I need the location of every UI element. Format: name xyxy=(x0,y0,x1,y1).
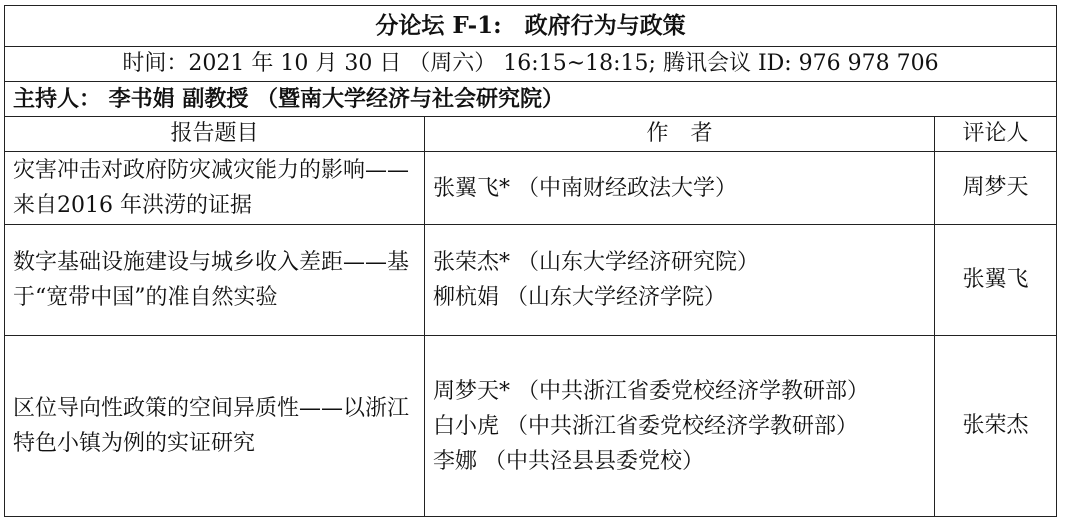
topic-cell: 灾害冲击对政府防灾减灾能力的影响——来自2016 年洪涝的证据 xyxy=(5,152,425,225)
host-line: 主持人： 李书娟 副教授 （暨南大学经济与社会研究院） xyxy=(5,82,1057,117)
author-entry: 张荣杰* （山东大学经济研究院） xyxy=(433,250,759,275)
author-entry: 白小虎 （中共浙江省委党校经济学教研部） xyxy=(433,413,858,439)
topic-cell: 区位导向性政策的空间异质性——以浙江特色小镇为例的实证研究 xyxy=(5,336,425,517)
session-info: 时间：2021 年 10 月 30 日 （周六） 16:15~18:15; 腾讯会议 ID: 976 978 706 xyxy=(5,47,1057,82)
forum-title: 分论坛 F-1: 政府行为与政策 xyxy=(5,6,1057,47)
author-entry: 柳杭娟 （山东大学经济学院） xyxy=(433,285,726,310)
reviewer-cell: 周梦天 xyxy=(935,152,1057,225)
forum-schedule-table xyxy=(4,5,1057,517)
table-row xyxy=(5,152,1057,225)
author-entry: 张翼飞* （中南财经政法大学） xyxy=(433,175,737,201)
reviewer-cell: 张翼飞 xyxy=(935,225,1057,336)
reviewer-cell: 张荣杰 xyxy=(935,336,1057,517)
authors-cell xyxy=(425,152,935,225)
table-row xyxy=(5,225,1057,336)
author-entry: 李娜 （中共泾县县委党校） xyxy=(433,448,704,474)
authors-cell xyxy=(425,336,935,517)
header-authors: 作 者 xyxy=(425,117,935,152)
author-entry: 周梦天* （中共浙江省委党校经济学教研部） xyxy=(433,378,869,404)
topic-cell: 数字基础设施建设与城乡收入差距——基于“宽带中国”的准自然实验 xyxy=(5,225,425,336)
table-row xyxy=(5,336,1057,517)
header-topic: 报告题目 xyxy=(5,117,425,152)
header-reviewer: 评论人 xyxy=(935,117,1057,152)
authors-cell xyxy=(425,225,935,336)
